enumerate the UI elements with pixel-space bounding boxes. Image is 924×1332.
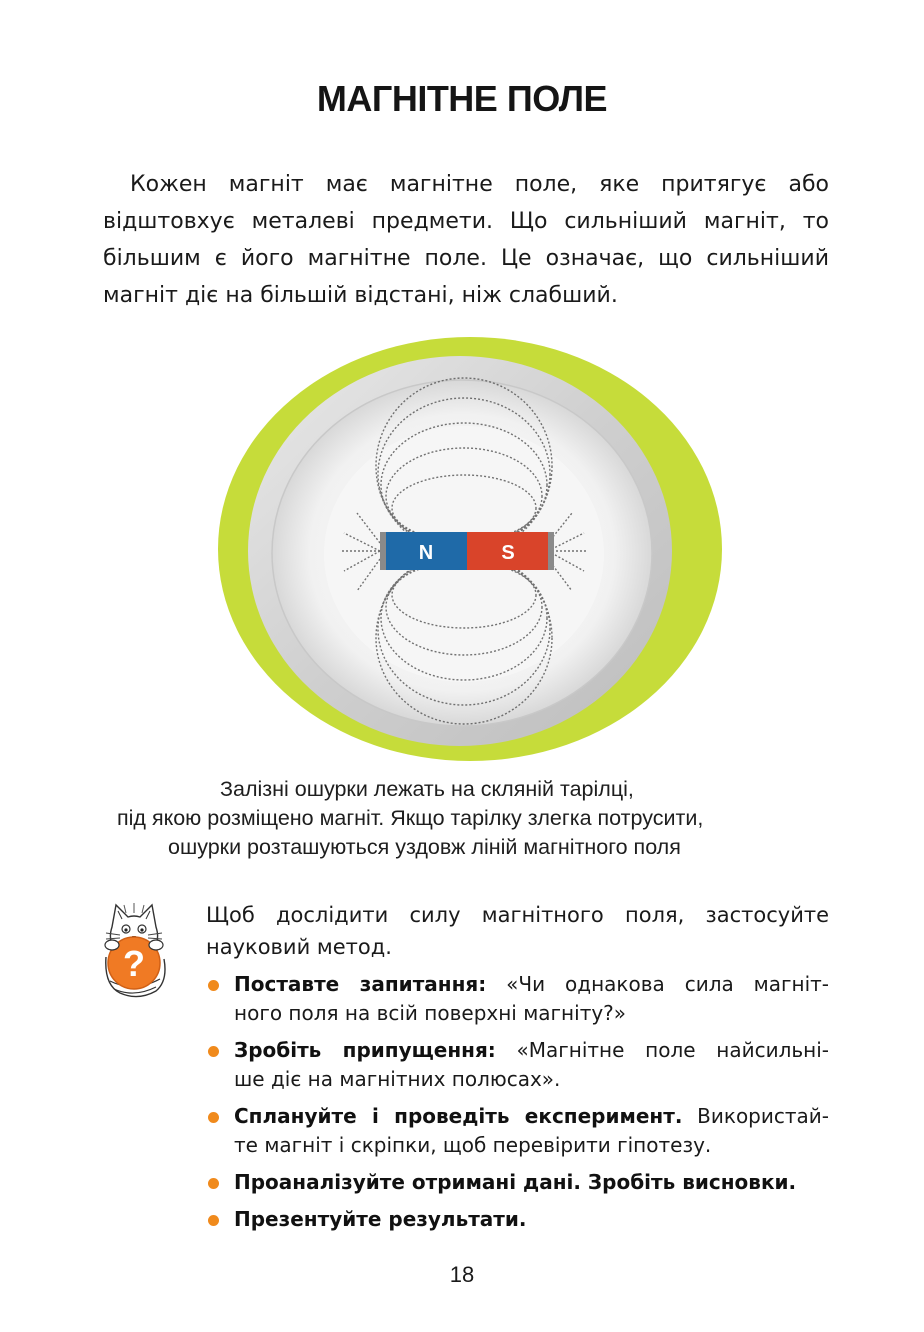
page-title: МАГНІТНЕ ПОЛЕ [316,78,608,119]
intro-line: Кожен магніт має магнітне поле, яке притягує або [130,172,829,197]
bullet-dot-icon [208,980,219,991]
intro-line: відштовхує металеві предмети. Що сильніший магніт, то [103,209,829,234]
caption-line: ошурки розташуються уздовж ліній магнітного поля [168,835,681,859]
caption-line: Залізні ошурки лежать на скляній тарілці, [220,777,634,801]
list-item [206,1102,829,1160]
question-mark: ? [123,943,145,984]
step-title: Проаналізуйте отримані дані. Зробіть висновки. [234,1170,797,1194]
page-number: 18 [449,1262,475,1287]
cat-question-icon [98,897,170,1003]
step-title: Зробіть припущення: [234,1038,496,1062]
method-intro-line: Щоб дослідити силу магнітного поля, застосуйте [206,903,829,927]
list-item [206,1036,829,1094]
bar-magnet [380,532,554,570]
bullet-dot-icon [208,1112,219,1123]
intro-paragraph [103,166,829,314]
bullet-dot-icon [208,1046,219,1057]
method-intro-line: науковий метод. [206,935,392,959]
list-item [206,1168,829,1197]
step-text: Використай- [682,1104,829,1128]
bullet-dot-icon [208,1215,219,1226]
list-item [206,1205,829,1234]
method-intro [206,899,829,963]
magnet-south-label: S [501,542,515,564]
magnet-plate-image [212,333,722,765]
list-item [206,970,829,1028]
step-text: ного поля на всій поверхні магніту?» [234,1001,627,1025]
step-text: ше діє на магнітних полюсах». [234,1067,561,1091]
bullet-dot-icon [208,1178,219,1189]
step-title: Поставте запитання: [234,972,487,996]
caption-line: під якою розміщено магніт. Якщо тарілку злегка потрусити, [117,806,704,830]
intro-line: магніт діє на більшій відстані, ніж слабший. [103,283,618,308]
intro-line: більшим є його магнітне поле. Це означає, що сильніший [103,246,829,271]
step-text: те магніт і скріпки, щоб перевірити гіпотезу. [234,1133,712,1157]
scientific-method-list [206,970,829,1234]
step-text: «Чи однакова сила магніт- [486,972,829,996]
magnet-north-label: N [418,542,434,564]
magnetic-field-illustration [212,333,722,765]
step-title: Сплануйте і проведіть експеримент. [234,1104,683,1128]
step-title: Презентуйте результати. [234,1207,527,1231]
step-text: «Магнітне поле найсильні- [495,1038,829,1062]
